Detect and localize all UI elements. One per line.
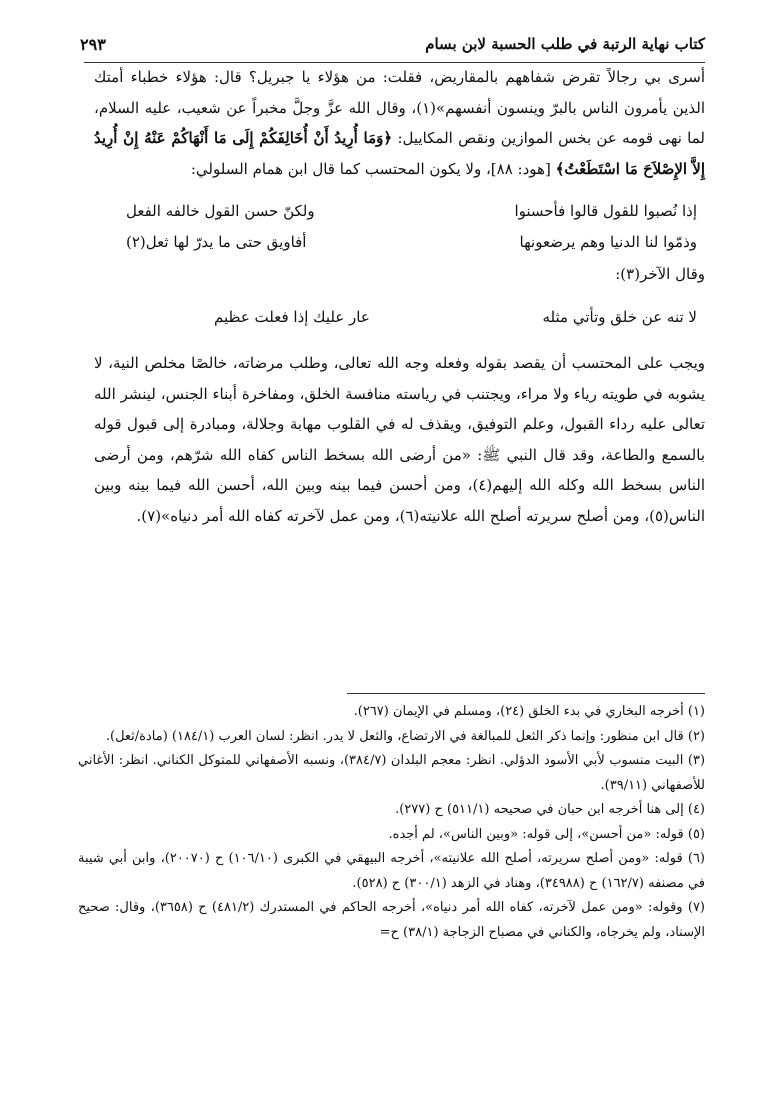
footnote: (٦) قوله: «ومن أصلح سريرته، أصلح الله علانيته»، أخرجه البيهقي في الكبرى (١٠٦/١٠) ح (٢٠٠٧٠)، وابن أبي شيبة في مصنفه (١٦٢/٧) ح (٣٤٩٨٨)، وهناد في الزهد (٣٠٠/١) ح (٥٢٨). (78, 851, 705, 891)
footnote: (٥) قوله: «من أحسن»، إلى قوله: «وبين الناس»، لم أجده. (388, 826, 705, 842)
quran-verse: ﴿وَمَا أُرِيدُ أَنْ أُخَالِفَكُمْ إِلَى مَا أَنْهَاكُمْ عَنْهُ إِنْ أُرِيدُ إِلاَّ الإِصْلاَحَ مَا اسْتَطَعْتُ﴾ (94, 129, 705, 178)
verse-second-hemistich: أفاويق حتى ما يدرّ لها ثعل(٢) (126, 232, 307, 251)
footnote: (٣) البيت منسوب لأبي الأسود الدؤلي. انظر: معجم البلدان (٣٨٤/٧)، ونسبه الأصفهاني للمتوكل الكناني. انظر: الأغاني للأصفهاني (٣٩/١١). (78, 753, 706, 793)
poem-ibn-hammam (94, 196, 705, 257)
verse-second-hemistich: عار عليك إذا فعلت عظيم (214, 307, 370, 326)
poem-another (94, 302, 705, 333)
paragraph-1-opening: أسرى بي رجالاً تقرض شفاههم بالمقاريض، فقلت: من هؤلاء يا جبريل؟ قال: هؤلاء خطباء أمتك الذين يأمرون الناس بالبرّ وينسون أنفسهم»(١)، وقال الله عزَّ وجلَّ مخبراً عن شعيب، عليه السلام، لما نهى قومه عن بخس الموازين ونقص المكاييل: (94, 68, 706, 147)
running-header (80, 30, 705, 58)
footnote: (٢) قال ابن منظور: وإنما ذكر الثعل للمبالغة في الارتضاع، والثعل لا يدر. انظر: لسان العرب (١٨٤/١) (مادة/ثعل). (105, 728, 705, 744)
poem-intro: وقال الآخر(٣): (615, 265, 705, 283)
poem-verse (94, 227, 705, 258)
footnote-rule (347, 693, 705, 694)
verse-first-hemistich: إذا نُصبوا للقول قالوا فأحسنوا (514, 202, 697, 220)
verse-first-hemistich: وذمّوا لنا الدنيا وهم يرضعونها (519, 232, 697, 251)
main-text (94, 62, 705, 531)
paragraph-1 (94, 62, 705, 184)
running-title: كتاب نهاية الرتبة في طلب الحسبة لابن بسام (425, 35, 705, 53)
poem-verse (94, 302, 705, 333)
footnotes (78, 700, 705, 945)
paragraph-1-closing: [هود: ٨٨]، ولا يكون المحتسب كما قال ابن همام السلولي: (190, 159, 551, 178)
footnote: (٤) إلى هنا أخرجه ابن حبان في صحيحه (٥١١/١) ح (٢٧٧). (395, 802, 705, 817)
verse-second-hemistich: ولكنّ حسن القول خالفه الفعل (126, 202, 315, 220)
footnote: (٧) وقوله: «ومن عمل لآخرته، كفاه الله أمر دنياه»، أخرجه الحاكم في المستدرك (٤٨١/٢) ح (٣٦٥٨)، وقال: صحيح الإسناد، ولم يخرجاه، والكناني في مصباح الزجاجة (٣٨/١) ح= (78, 900, 705, 940)
footnote: (١) أخرجه البخاري في بدء الخلق (٢٤)، ومسلم في الإيمان (٢٦٧). (353, 704, 705, 719)
paragraph-2: ويجب على المحتسب أن يقصد بقوله وفعله وجه الله تعالى، وطلب مرضاته، خالصًا مخلص النية، لا يشوبه في طويته رياء ولا مراء، ويجتنب في رياسته منافسة الخلق، ومفاخرة أبناء الجنس، لينشر الله تعالى عليه رداء القبول، وعلم التوفيق، ويقذف له في القلوب مهابة وجلالة، ومبادرة إلى قبول قوله بالسمع والطاعة، وقد قال النبي ﷺ: «من أرضى الله بسخط الناس كفاه الله شرّهم، ومن أرضى الناس بسخط الله وكله الله إليهم(٤)، ومن أحسن فيما بينه وبين الله، أحسن الله فيما بينه وبين الناس(٥)، ومن أصلح سريرته أصلح الله علانيته(٦)، ومن عمل لآخرته كفاه الله أمر دنياه»(٧). (94, 354, 706, 525)
page-number: ٢٩٣ (80, 34, 106, 54)
poem-verse (94, 196, 705, 227)
verse-first-hemistich: لا تنه عن خلق وتأتي مثله (542, 307, 697, 326)
